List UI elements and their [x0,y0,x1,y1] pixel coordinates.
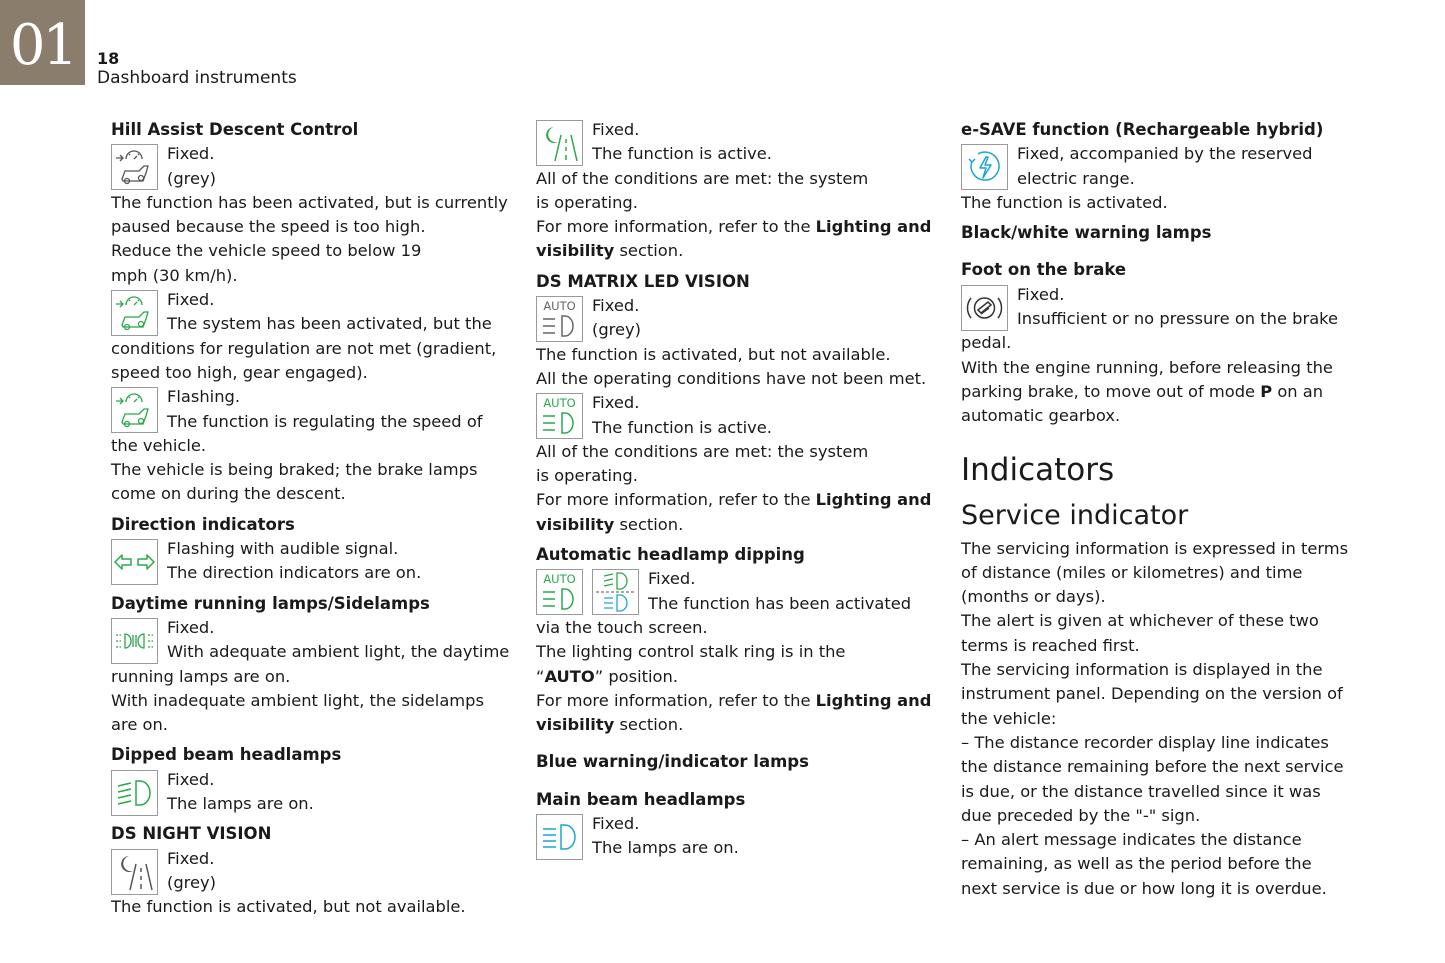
daytime-entry [111,616,511,689]
matrix-grey-entry [536,294,936,343]
svg-text:AUTO: AUTO [543,572,576,587]
column-3 [961,118,1361,901]
beam-switch-icon [592,569,639,615]
page-number: 18 [97,49,120,68]
sidelamps-icon [111,618,158,664]
esave-text-1: The function is activated. [961,192,1168,212]
main-beam-line1: Fixed. [592,814,640,834]
service-text-2: The alert is given at whichever of these two terms is reached first. [961,611,1319,655]
indicators-heading: Indicators [961,451,1115,488]
dipped-entry [111,768,511,817]
dipped-heading: Dipped beam headlamps [111,745,342,765]
matrix-heading: DS MATRIX LED VISION [536,271,750,291]
esave-line1: Fixed, accompanied by the reserved electric range. [1017,144,1313,188]
direction-line1: Flashing with audible signal. [167,539,399,559]
service-bullet-1: – The distance recorder display line indicates the distance remaining before the next service is due, or the distance travelled since it was due preceded by the "-" sign. [961,732,1344,825]
night-vision-green-icon [536,120,583,166]
hill-flash-line2: The function is regulating the speed of the vehicle. [111,411,483,455]
hill-grey-line2: (grey) [167,168,217,188]
svg-text:AUTO: AUTO [543,396,576,411]
matrix-text-1: The function is activated, but not available. [536,344,891,364]
dipping-line2: The function has been activated via the touch screen. [536,593,912,637]
auto-headlamp-green-icon [536,393,583,439]
hill-text-1: The function has been activated, but is currently paused because the speed is too high. [111,192,508,237]
auto-headlamp-grey-icon [536,296,583,342]
main-beam-icon [536,814,583,860]
night-vision-heading: DS NIGHT VISION [111,824,272,844]
brake-line2: Insufficient or no pressure on the brake pedal. [961,309,1339,353]
column-2 [536,118,936,861]
esave-entry [961,142,1361,191]
night-vision-green-entry [536,118,936,167]
dipped-line2: The lamps are on. [167,794,314,814]
matrix-grey-line1: Fixed. [592,296,640,316]
chapter-tab [0,0,85,85]
hill-descent-flashing-icon [111,387,158,433]
blue-lamps-heading: Blue warning/indicator lamps [536,752,809,772]
daytime-text-1: With inadequate ambient light, the sidelamps are on. [111,690,484,735]
direction-arrows-icon [111,539,158,585]
hill-grey-line1: Fixed. [167,144,215,164]
brake-heading: Foot on the brake [961,260,1127,280]
hill-flash-line1: Flashing. [167,387,241,407]
night-vision-grey-entry [111,847,511,896]
night-active-text: All of the conditions are met: the system is operating. [536,168,869,212]
hill-descent-grey-icon [111,144,158,190]
hill-green-line1: Fixed. [167,290,215,310]
svg-text:AUTO: AUTO [543,299,576,314]
foot-on-brake-icon [961,285,1008,331]
dipped-line1: Fixed. [167,769,215,789]
section-title: Dashboard instruments [97,68,297,88]
direction-line2: The direction indicators are on. [167,563,422,583]
daytime-line2: With adequate ambient light, the daytime running lamps are on. [111,642,510,686]
service-text-1: The servicing information is expressed in terms of distance (miles or kilometres) and time (months or days). [961,538,1349,607]
daytime-line1: Fixed. [167,617,215,637]
direction-heading: Direction indicators [111,514,295,534]
direction-entry [111,537,511,586]
night-green-line1: Fixed. [592,120,640,139]
main-beam-heading: Main beam headlamps [536,789,746,809]
matrix-green-line1: Fixed. [592,393,640,413]
column-1 [111,118,511,920]
hill-assist-grey-entry [111,142,511,191]
main-beam-line2: The lamps are on. [592,838,739,858]
e-save-icon [961,144,1008,190]
hill-descent-green-icon [111,290,158,336]
night-green-line2: The function is active. [592,144,772,164]
auto-dipping-icon [536,569,583,615]
hill-green-line2: The system has been activated, but the conditions for regulation are not met (gradient, speed too high, gear engaged). [111,314,497,382]
night-text-1: The function is activated, but not available. [111,897,466,917]
hill-assist-green-entry [111,288,511,385]
chapter-number: 01 [9,13,76,78]
brake-text: With the engine running, before releasing the parking brake, to move out of mode P on an automatic gearbox. [961,357,1333,426]
matrix-green-entry [536,391,936,440]
night-vision-grey-icon [111,849,158,895]
service-bullet-2: – An alert message indicates the distance remaining, as well as the period before the next service is due or how long it is overdue. [961,830,1327,898]
bw-lamps-heading: Black/white warning lamps [961,223,1212,243]
hill-text-3: The vehicle is being braked; the brake lamps come on during the descent. [111,460,478,504]
hill-assist-heading: Hill Assist Descent Control [111,120,359,139]
hill-assist-flashing-entry [111,385,511,458]
hill-text-2: Reduce the vehicle speed to below 19 mph (30 km/h). [111,241,422,285]
brake-entry [961,283,1361,356]
service-indicator-heading: Service indicator [961,499,1189,531]
dipping-reference: For more information, refer to the Lighting and visibility section. [536,690,932,735]
dipping-stalk-text: The lighting control stalk ring is in the “AUTO” position. [536,642,846,686]
main-beam-entry [536,812,936,861]
daytime-heading: Daytime running lamps/Sidelamps [111,593,430,613]
service-text-3: The servicing information is displayed in the instrument panel. Depending on the version of the vehicle: [961,660,1343,728]
esave-heading: e-SAVE function (Rechargeable hybrid) [961,120,1324,139]
night-grey-line1: Fixed. [167,848,215,868]
night-active-reference: For more information, refer to the Lighting and visibility section. [536,217,932,261]
matrix-text-3: All of the conditions are met: the system is operating. [536,441,869,486]
night-grey-line2: (grey) [167,872,217,892]
matrix-reference: For more information, refer to the Lighting and visibility section. [536,490,932,534]
dipping-line1: Fixed. [648,569,696,589]
dipped-beam-icon [111,770,158,816]
dipping-heading: Automatic headlamp dipping [536,545,805,565]
matrix-grey-line2: (grey) [592,320,642,340]
matrix-text-2: All the operating conditions have not been met. [536,368,927,388]
matrix-green-line2: The function is active. [592,417,772,437]
dipping-entry [536,567,936,640]
brake-line1: Fixed. [1017,284,1065,304]
